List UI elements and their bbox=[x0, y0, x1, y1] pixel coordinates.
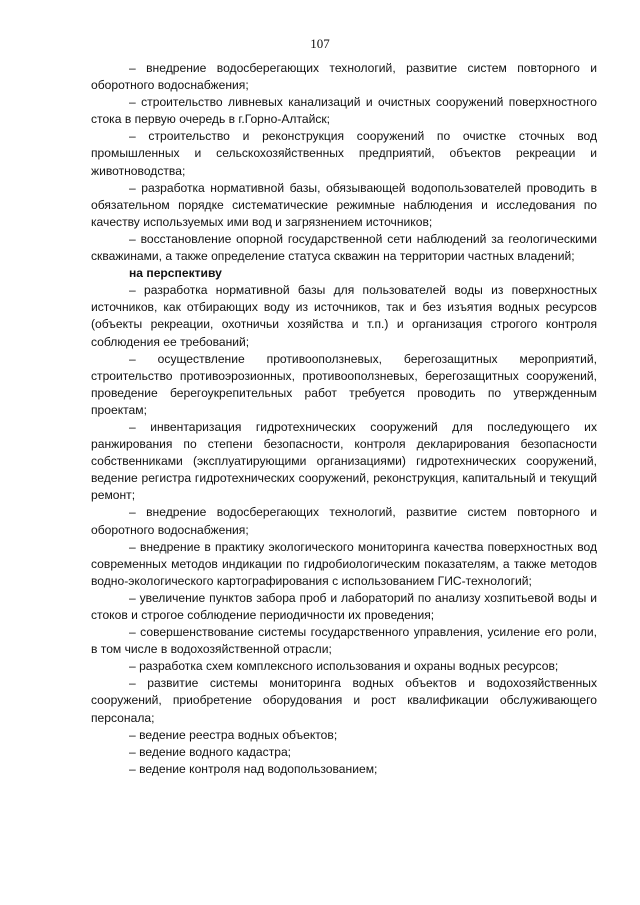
section-subheading: на перспективу bbox=[129, 266, 222, 281]
list-item: – ведение контроля над водопользованием; bbox=[129, 761, 378, 776]
list-item: – совершенствование системы государственного управления, усиление его роли, в том числе в водохозяйственной отрасли; bbox=[91, 625, 597, 657]
list-item: – восстановление опорной государственной сети наблюдений за геологическими скважинами, а также определение статуса скважин на территории частных владений; bbox=[91, 231, 597, 264]
list-item: – строительство и реконструкция сооружений по очистке сточных вод промышленных и сельскохозяйственных предприятий, объектов рекреации и животноводства; bbox=[91, 129, 597, 178]
list-item: – увеличение пунктов забора проб и лабораторий по анализу хозпитьевой воды и стоков и строгое соблюдение периодичности их проведения; bbox=[91, 590, 597, 622]
list-item: – ведение реестра водных объектов; bbox=[129, 727, 338, 742]
list-item: – развитие системы мониторинга водных объектов и водохозяйственных сооружений, приобретение оборудования и рост квалификации обслуживающего персонала; bbox=[91, 676, 597, 725]
list-item: – ведение водного кадастра; bbox=[129, 744, 292, 759]
list-item: – разработка нормативной базы, обязывающей водопользователей проводить в обязательном порядке систематические режимные наблюдения и исследования по качеству используемых ими вод и загрязнением источников; bbox=[91, 180, 597, 229]
list-item: – строительство ливневых канализаций и очистных сооружений поверхностного стока в первую очередь в г.Горно-Алтайск; bbox=[91, 95, 597, 127]
list-item: – внедрение водосберегающих технологий, развитие систем повторного и оборотного водоснабжения; bbox=[91, 505, 597, 537]
list-item: – разработка нормативной базы для пользователей воды из поверхностных источников, как отбирающих воду из источников, так и без изъятия водных ресурсов (объекты рекреации, охотничьи хозяйства и т.п.) и организация строгого контроля соблюдения ее требований; bbox=[91, 283, 597, 349]
page-number: 107 bbox=[310, 36, 330, 51]
list-item: – внедрение в практику экологического мониторинга качества поверхностных вод современных методов индикации по гидробиологическим показателям, а также методов водно-экологического картографирования с использованием ГИС-технологий; bbox=[91, 539, 597, 588]
list-item: – осуществление противооползневых, берегозащитных мероприятий, строительство противоэрозионных, противооползневых, берегозащитных сооружений, проведение берегоукрепительных работ требуется проводить по утвержденным проектам; bbox=[91, 351, 597, 417]
page-body bbox=[91, 60, 597, 778]
list-item: – инвентаризация гидротехнических сооружений для последующего их ранжирования по степени безопасности, контроля декларирования безопасности собственниками (эксплуатирующими организациями) гидротехнических сооружений, ведение регистра гидротехнических сооружений, реконструкция, капитальный и текущий ремонт; bbox=[91, 419, 597, 503]
list-item: – внедрение водосберегающих технологий, развитие систем повторного и оборотного водоснабжения; bbox=[91, 61, 597, 93]
list-item: – разработка схем комплексного использования и охраны водных ресурсов; bbox=[129, 659, 559, 674]
